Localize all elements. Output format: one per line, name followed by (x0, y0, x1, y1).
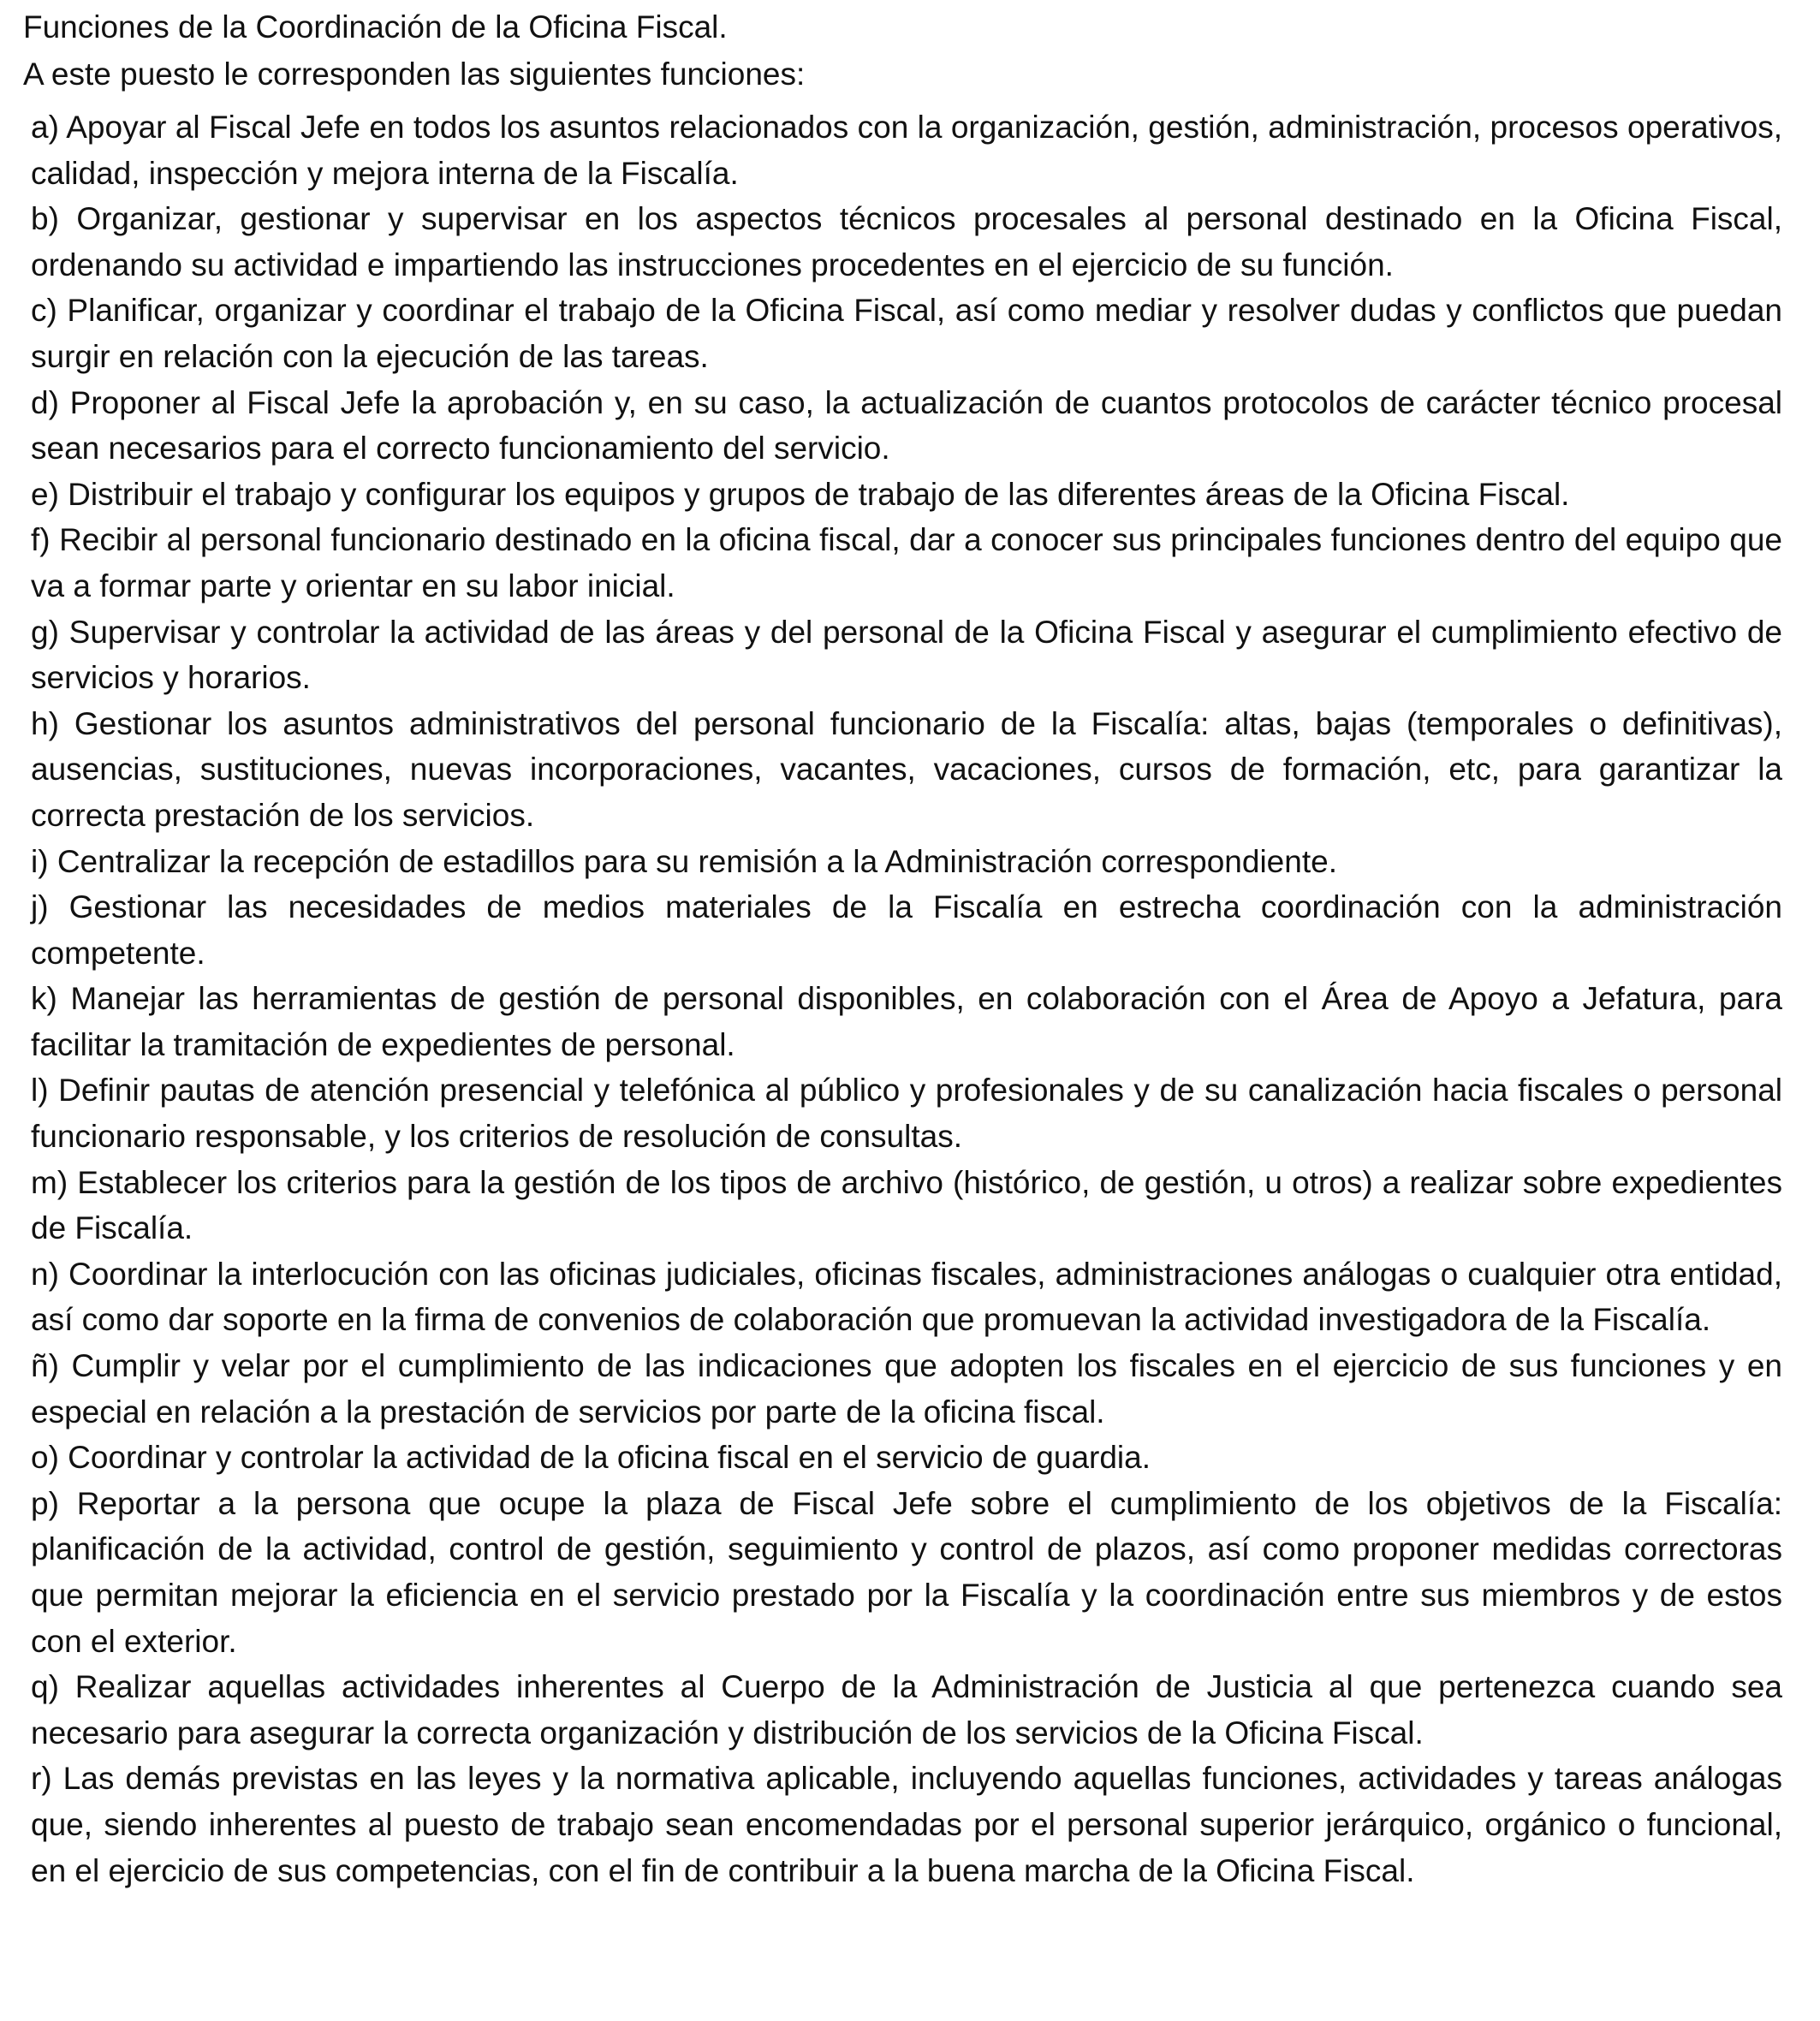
document-intro: A este puesto le corresponden las siguientes funciones: (23, 56, 806, 92)
function-item-l: l) Definir pautas de atención presencial y telefónica al público y profesionales y de su canalización hacia fiscales o personal funcionario responsable, y los criterios de resolución de consultas. (31, 1073, 1782, 1155)
function-item-d: d) Proponer al Fiscal Jefe la aprobación y, en su caso, la actualización de cuantos protocolos de carácter técnico procesal sean necesarios para el correcto funcionamiento del servicio. (31, 384, 1782, 467)
function-item-o: o) Coordinar y controlar la actividad de la oficina fiscal en el servicio de guardia. (31, 1440, 1151, 1476)
function-item-enye: ñ) Cumplir y velar por el cumplimiento de las indicaciones que adopten los fiscales en el ejercicio de sus funciones y en especial en relación a la prestación de servicios por parte de la oficina fiscal. (31, 1348, 1782, 1430)
function-item-b: b) Organizar, gestionar y supervisar en los aspectos técnicos procesales al personal destinado en la Oficina Fiscal, ordenando su actividad e impartiendo las instrucciones procedentes en el ejercicio de su función. (31, 201, 1782, 282)
function-item-m: m) Establecer los criterios para la gestión de los tipos de archivo (histórico, de gestión, u otros) a realizar sobre expedientes de Fiscalía. (31, 1164, 1782, 1246)
function-item-q: q) Realizar aquellas actividades inherentes al Cuerpo de la Administración de Justicia al que pertenezca cuando sea necesario para asegurar la correcta organización y distribución de los servicios de la Oficina Fiscal. (31, 1669, 1782, 1751)
function-item-e: e) Distribuir el trabajo y configurar los equipos y grupos de trabajo de las diferentes áreas de la Oficina Fiscal. (31, 476, 1570, 512)
function-item-a: a) Apoyar al Fiscal Jefe en todos los asuntos relacionados con la organización, gestión, administración, procesos operativos, calidad, inspección y mejora interna de la Fiscalía. (31, 110, 1782, 191)
function-item-g: g) Supervisar y controlar la actividad de las áreas y del personal de la Oficina Fiscal y asegurar el cumplimiento efectivo de servicios y horarios. (31, 614, 1782, 696)
function-item-n: n) Coordinar la interlocución con las oficinas judiciales, oficinas fiscales, administraciones análogas o cualquier otra entidad, así como dar soporte en la firma de convenios de colaboración que promuevan la actividad investigadora de la Fiscalía. (31, 1256, 1782, 1338)
function-item-i: i) Centralizar la recepción de estadillos para su remisión a la Administración correspondiente. (31, 843, 1337, 879)
function-item-c: c) Planificar, organizar y coordinar el trabajo de la Oficina Fiscal, así como mediar y resolver dudas y conflictos que puedan surgir en relación con la ejecución de las tareas. (31, 293, 1782, 374)
function-item-r: r) Las demás previstas en las leyes y la normativa aplicable, incluyendo aquellas funciones, actividades y tareas análogas que, siendo inherentes al puesto de trabajo sean encomendadas por el personal superior jerárquico, orgánico o funcional, en el ejercicio de sus competencias, con el fin de contribuir a la buena marcha de la Oficina Fiscal. (31, 1761, 1782, 1888)
function-item-h: h) Gestionar los asuntos administrativos del personal funcionario de la Fiscalía: altas, bajas (temporales o definitivas), ausencias, sustituciones, nuevas incorporaciones, vacantes, vacaciones, cursos de formación, etc, para garantizar la correcta prestación de los servicios. (31, 705, 1782, 833)
function-item-f: f) Recibir al personal funcionario destinado en la oficina fiscal, dar a conocer sus principales funciones dentro del equipo que va a formar parte y orientar en su labor inicial. (31, 522, 1782, 603)
function-item-p: p) Reportar a la persona que ocupe la plaza de Fiscal Jefe sobre el cumplimiento de los objetivos de la Fiscalía: planificación de la actividad, control de gestión, seguimiento y control de plazos, así como proponer medidas correctoras que permitan mejorar la eficiencia en el servicio prestado por la Fiscalía y la coordinación entre sus miembros y de estos con el exterior. (31, 1485, 1782, 1659)
functions-list (31, 104, 1782, 1893)
function-item-k: k) Manejar las herramientas de gestión de personal disponibles, en colaboración con el Área de Apoyo a Jefatura, para facilitar la tramitación de expedientes de personal. (31, 981, 1782, 1062)
function-item-j: j) Gestionar las necesidades de medios materiales de la Fiscalía en estrecha coordinación con la administración competente. (31, 889, 1782, 971)
document-title: Funciones de la Coordinación de la Oficina Fiscal. (23, 9, 728, 45)
